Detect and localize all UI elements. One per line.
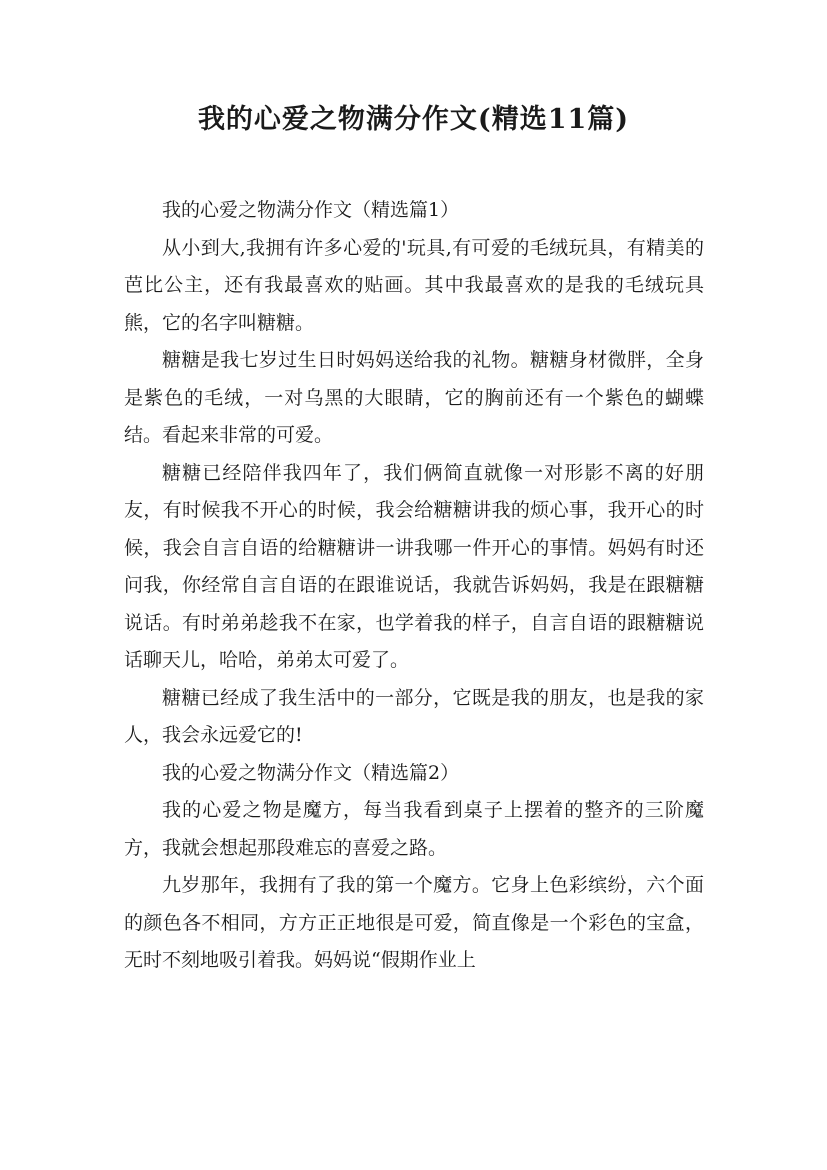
section-heading-1: 我的心爱之物满分作文（精选篇1） bbox=[162, 199, 460, 221]
section-heading-2: 我的心爱之物满分作文（精选篇2） bbox=[162, 761, 460, 784]
paragraph: 我的心爱之物是魔方，每当我看到桌子上摆着的整齐的三阶魔方，我就会想起那段难忘的喜爱之路。 bbox=[124, 799, 704, 859]
document-body bbox=[124, 192, 704, 980]
paragraph: 从小到大,我拥有许多心爱的'玩具,有可爱的毛绒玩具，有精美的芭比公主，还有我最喜欢的贴画。其中我最喜欢的是我的毛绒玩具熊，它的名字叫糖糖。 bbox=[124, 236, 704, 334]
paragraph: 糖糖是我七岁过生日时妈妈送给我的礼物。糖糖身材微胖，全身是紫色的毛绒，一对乌黑的大眼睛，它的胸前还有一个紫色的蝴蝶结。看起来非常的可爱。 bbox=[124, 349, 704, 446]
document-title: 我的心爱之物满分作文(精选11篇) bbox=[197, 104, 630, 135]
paragraph: 糖糖已经陪伴我四年了，我们俩简直就像一对形影不离的好朋友，有时候我不开心的时候，我会给糖糖讲我的烦心事，我开心的时候，我会自言自语的给糖糖讲一讲我哪一件开心的事情。妈妈有时还问我，你经常自言自语的在跟谁说话，我就告诉妈妈，我是在跟糖糖说话。有时弟弟趁我不在家，也学着我的样子，自言自语的跟糖糖说话聊天儿，哈哈，弟弟太可爱了。 bbox=[124, 461, 704, 671]
paragraph: 九岁那年，我拥有了我的第一个魔方。它身上色彩缤纷，六个面的颜色各不相同，方方正正地很是可爱，简直像是一个彩色的宝盒，无时不刻地吸引着我。妈妈说“假期作业上 bbox=[124, 874, 704, 971]
paragraph: 糖糖已经成了我生活中的一部分，它既是我的朋友，也是我的家人，我会永远爱它的! bbox=[124, 686, 704, 746]
